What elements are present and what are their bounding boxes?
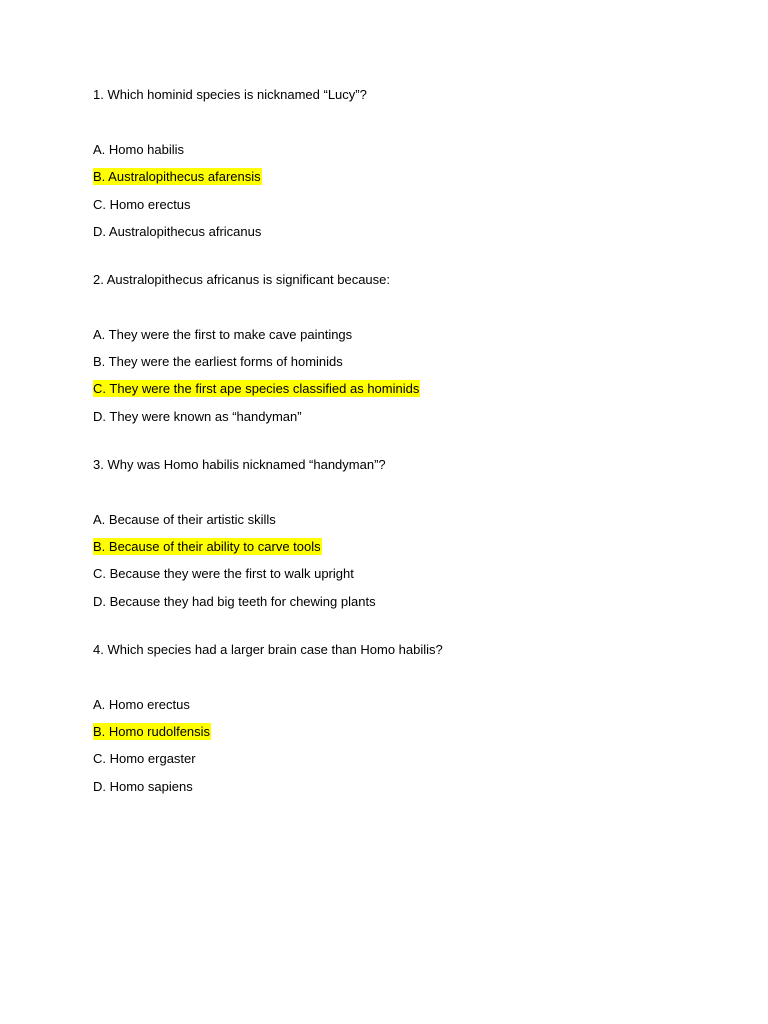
question-4 <box>93 640 693 797</box>
option-a: A. Because of their artistic skills <box>93 511 276 527</box>
question-text: 3. Why was Homo habilis nicknamed “handyman”? <box>93 456 386 472</box>
option-a: A. Homo habilis <box>93 142 185 157</box>
option-c: C. Homo ergaster <box>93 751 196 767</box>
question-text: 2. Australopithecus africanus is significant because: <box>93 271 391 287</box>
option-d: D. They were known as “handyman” <box>93 408 302 424</box>
option-a: A. They were the first to make cave paintings <box>93 326 353 342</box>
question-text: 1. Which hominid species is nicknamed “Lucy”? <box>93 87 367 102</box>
option-c-highlighted: C. They were the first ape species classified as hominids <box>93 381 420 397</box>
option-a: A. Homo erectus <box>93 696 190 712</box>
option-d: D. Australopithecus africanus <box>93 223 262 239</box>
option-b-highlighted: B. Homo rudolfensis <box>93 723 211 739</box>
option-d: D. Because they had big teeth for chewing plants <box>93 593 376 609</box>
option-c: C. Because they were the first to walk upright <box>93 566 354 582</box>
question-text: 4. Which species had a larger brain case than Homo habilis? <box>93 641 443 657</box>
option-d: D. Homo sapiens <box>93 778 193 794</box>
document-page <box>93 85 693 825</box>
option-b: B. They were the earliest forms of hominids <box>93 354 343 370</box>
question-2 <box>93 270 693 427</box>
question-3 <box>93 455 693 612</box>
question-1 <box>93 85 693 242</box>
option-b-highlighted: B. Australopithecus afarensis <box>93 169 261 185</box>
option-b-highlighted: B. Because of their ability to carve tools <box>93 539 321 555</box>
option-c: C. Homo erectus <box>93 196 191 212</box>
